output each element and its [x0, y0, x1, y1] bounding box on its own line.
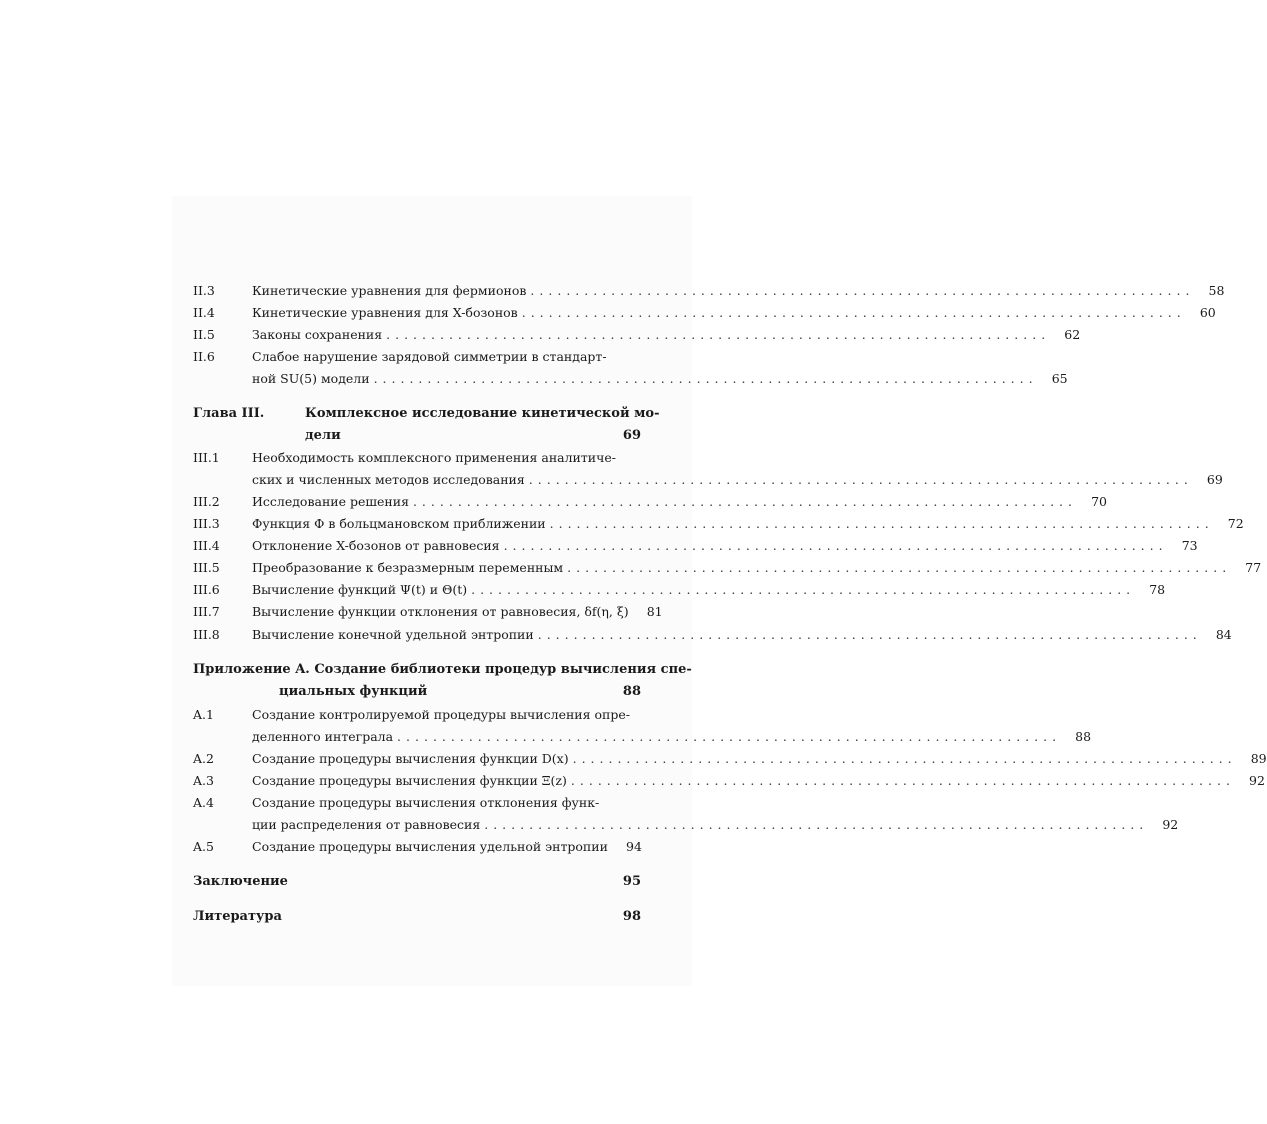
section-title-line1: Создание процедуры вычисления отклонения функ- — [252, 795, 600, 810]
section-number: III.5 — [193, 560, 220, 575]
section-number: A.5 — [193, 839, 214, 854]
literature-title: Литература — [193, 909, 282, 924]
leader-dots: .......................................................................... — [530, 283, 1195, 298]
toc-entry-a-2[interactable] — [193, 749, 1267, 769]
toc-entry-a-5[interactable] — [193, 837, 641, 857]
leader-dots: .......................................................................... — [528, 472, 1193, 487]
toc-entry-iii-5[interactable] — [193, 558, 1262, 578]
section-number: A.3 — [193, 773, 214, 788]
section-title: Кинетические уравнения для X-бозонов — [252, 305, 518, 320]
toc-entry-iii-4[interactable] — [193, 536, 1198, 556]
leader-dots: .......................................................................... — [397, 729, 1062, 744]
section-title: Отклонение X-бозонов от равновесия — [252, 538, 500, 553]
section-number: II.4 — [193, 305, 215, 320]
toc-entry-ii-4[interactable] — [193, 303, 1216, 323]
section-number: A.2 — [193, 751, 214, 766]
section-title: Функция Φ в больцмановском приближении — [252, 516, 546, 531]
section-number: III.8 — [193, 627, 220, 642]
section-title: Вычисление функций Ψ(t) и Θ(t) — [252, 582, 468, 597]
toc-entry-ii-6[interactable] — [193, 347, 641, 367]
toc-chapter-3[interactable] — [193, 404, 660, 424]
page-number: 77 — [1245, 560, 1262, 575]
toc-entry-ii-6-cont[interactable] — [193, 369, 1068, 389]
section-title: Вычисление конечной удельной энтропии — [252, 627, 534, 642]
page-number: 73 — [1181, 538, 1198, 553]
toc-entry-iii-3[interactable] — [193, 514, 1244, 534]
page-number: 84 — [1215, 627, 1232, 642]
section-number: III.3 — [193, 516, 220, 531]
toc-entry-iii-1-cont[interactable] — [193, 470, 1223, 490]
page-number: 70 — [1091, 494, 1107, 509]
leader-dots: .......................................................................... — [471, 582, 1136, 597]
page-number: 65 — [1051, 371, 1068, 386]
page-number: 92 — [1249, 773, 1265, 788]
section-title: Кинетические уравнения для фермионов — [252, 283, 527, 298]
appendix-title-line2: циальных функций — [279, 684, 428, 699]
appendix-title-line1: Приложение A. Создание библиотеки процедур вычисления спе- — [193, 662, 692, 677]
section-title: Преобразование к безразмерным переменным — [252, 560, 564, 575]
toc-entry-iii-8[interactable] — [193, 625, 1232, 645]
section-number: III.2 — [193, 494, 220, 509]
page-number: 69 — [1206, 472, 1223, 487]
toc-entry-a-4-cont[interactable] — [193, 815, 1179, 835]
page-number: 88 — [622, 684, 641, 699]
toc-entry-iii-1[interactable] — [193, 448, 641, 468]
section-number: II.5 — [193, 327, 215, 342]
page-number: 95 — [622, 874, 641, 889]
leader-dots: .......................................................................... — [549, 516, 1214, 531]
leader-dots: .......................................................................... — [567, 560, 1232, 575]
section-title: Вычисление функции отклонения от равновесия, δf(η, ξ) — [252, 604, 629, 619]
toc-entry-iii-6[interactable] — [193, 580, 1166, 600]
leader-dots: .......................................................................... — [503, 538, 1168, 553]
section-title-line2: деленного интеграла — [252, 729, 394, 744]
toc-appendix-a[interactable] — [193, 660, 692, 680]
leader-dots: .......................................................................... — [386, 327, 1051, 342]
section-number: II.3 — [193, 283, 215, 298]
page-number: 78 — [1149, 582, 1166, 597]
toc-entry-ii-5[interactable] — [193, 325, 1081, 345]
section-title: Создание процедуры вычисления удельной энтропии — [252, 839, 608, 854]
section-title: Создание процедуры вычисления функции Ξ(z) — [252, 773, 567, 788]
section-number: II.6 — [193, 349, 215, 364]
section-title-line2: ной SU(5) модели — [252, 371, 370, 386]
leader-dots: .......................................................................... — [412, 494, 1077, 509]
toc-entry-a-4[interactable] — [193, 793, 641, 813]
section-title: Исследование решения — [252, 494, 409, 509]
toc-entry-iii-2[interactable] — [193, 492, 1107, 512]
section-title-line1: Необходимость комплексного применения аналитиче- — [252, 450, 617, 465]
section-number: III.7 — [193, 604, 220, 619]
section-title-line2: ских и численных методов исследования — [252, 472, 525, 487]
chapter-title-line2: дели — [305, 428, 341, 443]
page-number: 92 — [1162, 817, 1179, 832]
page-number: 88 — [1075, 729, 1092, 744]
page-number: 62 — [1064, 327, 1081, 342]
section-number: III.4 — [193, 538, 220, 553]
toc-entry-ii-3[interactable] — [193, 281, 1225, 301]
chapter-title-line1: Комплексное исследование кинетической мо- — [305, 406, 660, 421]
leader-dots: .......................................................................... — [570, 773, 1235, 788]
page-number: 69 — [622, 428, 641, 443]
page-number: 81 — [646, 604, 663, 619]
toc-chapter-3-cont[interactable] — [193, 426, 641, 446]
toc-literature[interactable] — [193, 907, 641, 927]
conclusion-title: Заключение — [193, 874, 288, 889]
section-title: Законы сохранения — [252, 327, 383, 342]
leader-dots: .......................................................................... — [537, 627, 1202, 642]
page-number: 58 — [1208, 283, 1225, 298]
leader-dots: .......................................................................... — [373, 371, 1038, 386]
section-number: III.1 — [193, 450, 220, 465]
page-number: 60 — [1199, 305, 1216, 320]
section-title-line1: Слабое нарушение зарядовой симметрии в стандарт- — [252, 349, 607, 364]
section-number: A.4 — [193, 795, 214, 810]
toc-appendix-a-cont[interactable] — [193, 682, 641, 702]
toc-entry-a-1[interactable] — [193, 705, 641, 725]
section-number: A.1 — [193, 707, 214, 722]
leader-dots: .......................................................................... — [572, 751, 1237, 766]
section-title-line2: ции распределения от равновесия — [252, 817, 481, 832]
page-number: 98 — [622, 909, 641, 924]
section-number: III.6 — [193, 582, 220, 597]
toc-entry-a-1-cont[interactable] — [193, 727, 1092, 747]
toc-conclusion[interactable] — [193, 872, 641, 892]
section-title-line1: Создание контролируемой процедуры вычисления опре- — [252, 707, 630, 722]
page-number: 72 — [1227, 516, 1244, 531]
toc-entry-a-3[interactable] — [193, 771, 1265, 791]
page-number: 89 — [1250, 751, 1267, 766]
toc-entry-iii-7[interactable] — [193, 602, 663, 622]
leader-dots: .......................................................................... — [484, 817, 1149, 832]
page-number: 94 — [626, 839, 642, 854]
section-title: Создание процедуры вычисления функции D(x) — [252, 751, 569, 766]
chapter-label: Глава III. — [193, 406, 265, 421]
leader-dots: .......................................................................... — [521, 305, 1186, 320]
